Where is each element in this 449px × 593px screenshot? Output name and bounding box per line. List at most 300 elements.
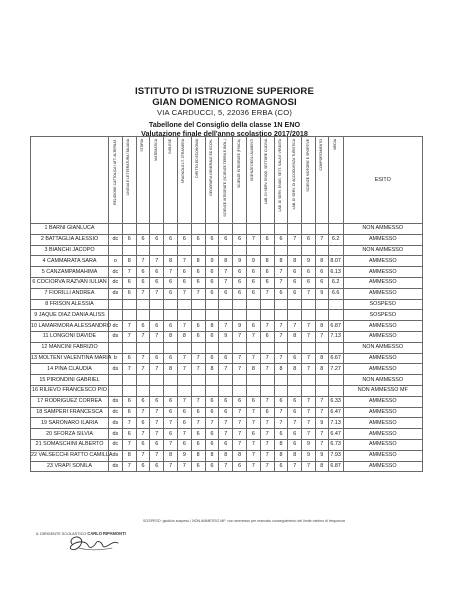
grade-cell [260,342,274,353]
grade-cell: ds [109,288,123,299]
grade-cell: 6 [219,439,233,450]
outcome-cell: NON AMMESSO MF [343,385,422,396]
grade-cell: 6 [191,439,205,450]
grade-cell [315,342,328,353]
grade-cell: 6 [136,321,150,332]
grade-cell: 6 [219,407,233,418]
grade-cell [302,224,316,235]
grade-cell: 8 [219,256,233,267]
subject-label: SCIENZE INTEGRATE (SCIENZE TERRA E BIOL.) [222,139,227,217]
grade-cell: 6 [136,396,150,407]
header-subject [122,137,136,224]
average-cell: 6.87 [328,321,343,332]
grade-cell: 7 [191,364,205,375]
grade-cell: 8 [177,331,191,342]
grade-cell [233,385,247,396]
grade-cell: 7 [260,353,274,364]
student-cell [31,234,109,245]
grade-cell: 7 [260,439,274,450]
grade-cell: 6 [205,277,219,288]
grade-cell: 7 [233,407,247,418]
grade-cell: 7 [246,439,260,450]
subject-label: LINGUA E LETTERATURA ITALIANA [126,139,131,196]
student-name: FIORILLI ANDREA [48,290,95,297]
grade-cell [191,342,205,353]
grade-cell: 8 [315,461,328,472]
outcome-cell: SOSPESO [343,310,422,321]
grade-cell: 8 [205,321,219,332]
grade-cell [109,342,123,353]
grade-cell: 9 [302,256,316,267]
grade-cell: 7 [136,288,150,299]
student-number: 22 [31,452,37,459]
grade-cell [191,245,205,256]
grade-cell [246,375,260,386]
grade-cell: 6 [191,331,205,342]
grade-cell [191,310,205,321]
grade-cell [122,310,136,321]
grade-cell [274,310,288,321]
table-row [31,277,423,288]
table-row [31,418,423,429]
outcome-cell: AMMESSO [343,277,422,288]
grade-cell: 9 [233,321,247,332]
grade-cell: ds [109,396,123,407]
outcome-cell: AMMESSO [343,234,422,245]
grade-cell [315,245,328,256]
grade-cell: 7 [177,429,191,440]
table-row [31,429,423,440]
grade-cell: 6 [260,234,274,245]
grade-cell: 6 [219,353,233,364]
grade-cell [205,224,219,235]
average-cell [328,299,343,310]
student-number: 4 [42,257,46,264]
grade-cell: ds [109,331,123,342]
grade-cell: 7 [164,267,178,278]
student-number: 2 [40,236,44,243]
grade-cell: 7 [136,450,150,461]
grade-cell [205,245,219,256]
grade-cell: 7 [177,353,191,364]
grade-cell: 7 [260,396,274,407]
grade-cell: 8 [288,364,302,375]
grade-cell: 6 [136,418,150,429]
grade-cell [302,299,316,310]
grade-cell: 6 [288,353,302,364]
grade-cell: 7 [136,353,150,364]
grade-cell: 7 [260,321,274,332]
average-cell: 6.73 [328,439,343,450]
grade-cell: 7 [302,331,316,342]
grade-cell [191,375,205,386]
average-cell: 7.93 [328,450,343,461]
student-name: CAMMARATA SARA [46,257,97,264]
grade-cell: dc [109,234,123,245]
grade-cell: 7 [315,429,328,440]
grade-cell: 7 [246,353,260,364]
grade-cell: 6 [150,396,164,407]
subject-label: LAB. DI SERV. ENOG. SETT. SALA E VENDITA [278,139,283,212]
grade-cell: 7 [177,461,191,472]
header-name-column [31,137,109,224]
grade-cell: 7 [191,288,205,299]
grade-cell: 6 [122,429,136,440]
grade-cell [150,342,164,353]
header-subject [246,137,260,224]
header-subject [164,137,178,224]
grade-cell: 6 [191,277,205,288]
student-number: 23 [47,462,54,469]
student-number: 18 [36,408,43,415]
outcome-cell: SOSPESO [343,299,422,310]
grade-cell [205,375,219,386]
document-header [0,86,449,138]
student-cell [31,461,109,472]
grade-cell [109,299,123,310]
grade-cell: 6 [246,396,260,407]
outcome-cell: AMMESSO [343,461,422,472]
sign-label: IL DIRIGENTE SCOLASTICO [36,532,87,536]
grade-cell [302,375,316,386]
subject-label: SCIENZE INTEGRATE (FISICA) [236,139,241,188]
table-row [31,288,423,299]
grade-cell [191,385,205,396]
grade-cell [109,310,123,321]
table-row [31,256,423,267]
grade-cell: 7 [205,418,219,429]
grade-cell: 6 [136,439,150,450]
student-number: 16 [32,387,39,394]
grade-cell: 7 [122,267,136,278]
grade-cell: 7 [122,439,136,450]
student-number: 5 [41,268,45,275]
grade-cell: 6 [177,234,191,245]
grade-cell: 6 [191,429,205,440]
grade-cell: 6 [150,439,164,450]
grade-cell: 7 [136,364,150,375]
grade-cell [233,299,247,310]
grade-cell: 7 [302,396,316,407]
grade-cell [205,385,219,396]
table-row [31,234,423,245]
evaluation-title: Valutazione finale dell'anno scolastico 2017/2018 [141,128,308,138]
grade-cell: dc [109,267,123,278]
grade-cell: 6 [246,321,260,332]
outcome-cell: AMMESSO [343,439,422,450]
grade-cell [150,224,164,235]
grade-cell [136,375,150,386]
grade-cell: 7 [122,461,136,472]
grade-cell [315,385,328,396]
subject-label: SPAGNOLO LT. STRANIERA [181,139,186,184]
grade-cell [288,385,302,396]
grade-cell: 9 [205,256,219,267]
grade-cell: 7 [302,461,316,472]
header-subject [177,137,191,224]
student-cell [31,407,109,418]
grade-cell: 7 [302,321,316,332]
grade-cell [288,342,302,353]
average-cell: 7.13 [328,331,343,342]
grade-cell: 8 [219,450,233,461]
student-name: MOLTENI VALENTINA MARIA [38,354,112,361]
grade-cell: 9 [233,256,247,267]
grade-cell: 9 [246,256,260,267]
grade-cell: 6 [191,321,205,332]
grade-cell [136,224,150,235]
student-cell [31,321,109,332]
grade-cell: 6 [205,267,219,278]
student-cell [31,364,109,375]
header-subject [328,137,343,224]
grade-cell: 6 [302,267,316,278]
table-row [31,310,423,321]
grade-cell: 8 [274,439,288,450]
grade-cell [177,310,191,321]
student-name: SARONARO ILARIA [48,419,98,426]
student-cell [31,418,109,429]
grade-cell [315,375,328,386]
grade-cell: b [109,353,123,364]
student-name: LAMARMORA ALESSANDRO [38,322,111,329]
grade-cell: ds [109,450,123,461]
grade-cell [302,342,316,353]
header-subject [205,137,219,224]
grade-cell: 7 [219,321,233,332]
outcome-cell: NON AMMESSO [343,245,422,256]
student-cell [31,310,109,321]
student-name: RODRIGUEZ CORREA [44,398,102,405]
grade-cell [164,310,178,321]
grade-cell [274,342,288,353]
institute-name: ISTITUTO DI ISTRUZIONE SUPERIORE [135,86,314,97]
average-cell: 7.13 [328,418,343,429]
grade-cell: 7 [219,429,233,440]
student-cell [31,277,109,288]
grade-cell: 6 [191,234,205,245]
grade-cell: 6 [288,267,302,278]
student-name: LONGONI DAVIDE [50,333,97,340]
grade-cell: 6 [164,321,178,332]
grade-cell: 7 [219,418,233,429]
grade-cell [219,224,233,235]
grade-cell [177,342,191,353]
student-name: PINA CLAUDIA [54,365,92,372]
student-cell [31,396,109,407]
grade-cell [288,310,302,321]
grade-cell: 6 [205,396,219,407]
grade-cell: 7 [177,364,191,375]
grade-cell: 6 [164,277,178,288]
grade-cell [288,224,302,235]
grade-cell: ds [109,429,123,440]
table-row [31,439,423,450]
grade-cell [274,299,288,310]
table-row [31,396,423,407]
student-cell [31,429,109,440]
grade-cell: 6 [164,234,178,245]
grade-cell: 7 [260,450,274,461]
grade-cell [219,299,233,310]
table-row [31,450,423,461]
student-number: 10 [31,322,37,329]
grade-cell: 6 [302,234,316,245]
grade-cell: 6 [150,267,164,278]
grade-cell [164,385,178,396]
grade-cell [191,299,205,310]
outcome-cell: AMMESSO [343,353,422,364]
grade-cell: 7 [315,234,328,245]
header-subject [136,137,150,224]
grade-cell: 6 [233,288,247,299]
grade-cell: 6 [205,429,219,440]
grade-cell: 7 [288,418,302,429]
grade-cell: 6 [164,407,178,418]
grade-cell: 7 [274,331,288,342]
grade-cell: 7 [315,331,328,342]
grade-cell [136,310,150,321]
student-cell [31,375,109,386]
grade-cell [274,245,288,256]
grade-cell [122,245,136,256]
grade-cell [246,310,260,321]
grade-cell: 6 [288,429,302,440]
grade-cell: 6 [233,396,247,407]
grade-cell: 7 [136,429,150,440]
grade-cell: 8 [164,450,178,461]
grade-cell [233,224,247,235]
grade-cell: 6 [260,277,274,288]
grade-cell: 6 [150,461,164,472]
grade-cell: 6 [274,461,288,472]
grade-cell: 8 [315,364,328,375]
grade-cell: 7 [122,418,136,429]
grade-cell: 8 [288,331,302,342]
student-name: SOMASCHINI ALBERTO [43,441,104,448]
grade-cell [164,342,178,353]
grade-cell [260,385,274,396]
grade-cell: 6 [177,407,191,418]
grade-cell: 6 [191,267,205,278]
average-cell: 6.47 [328,407,343,418]
student-name: SFORZA SILVIA [53,430,93,437]
grade-cell [150,245,164,256]
average-cell [328,245,343,256]
grade-cell: 7 [150,364,164,375]
grade-cell: 7 [122,364,136,375]
grade-cell: 6 [122,353,136,364]
grade-cell: 6 [260,267,274,278]
grade-cell: dc [109,407,123,418]
average-cell: 6.2 [328,277,343,288]
grade-cell: 6 [136,234,150,245]
grade-cell: ds [109,418,123,429]
student-number: 20 [46,430,53,437]
header-subject [288,137,302,224]
student-number: 9 [34,311,38,318]
grade-cell [260,299,274,310]
grade-cell: 6 [205,288,219,299]
grade-cell: 7 [219,277,233,288]
grade-cell: 6 [205,439,219,450]
average-cell: 6.13 [328,267,343,278]
grade-cell: 7 [302,418,316,429]
student-cell [31,245,109,256]
grade-cell: dc [109,277,123,288]
grade-cell: 6 [219,396,233,407]
average-cell: 6.67 [328,353,343,364]
grade-cell [233,375,247,386]
table-row [31,342,423,353]
grade-cell: 8 [274,364,288,375]
grade-cell: 6 [205,407,219,418]
student-number: 12 [41,344,48,351]
student-name: RILIEVO FRANCESCO PIO [39,387,107,394]
grade-cell [302,245,316,256]
outcome-cell: AMMESSO [343,364,422,375]
table-row [31,321,423,332]
board-title: Tabellone del Consiglio della classe 1N ENO [148,120,301,129]
grade-cell: 7 [150,407,164,418]
grade-cell: 6 [150,321,164,332]
grade-cell: 7 [233,364,247,375]
average-cell: 6.47 [328,429,343,440]
grade-cell [164,299,178,310]
grade-cell: 7 [136,256,150,267]
grade-cell: 8 [191,450,205,461]
average-cell: 8.07 [328,256,343,267]
grade-cell: 6 [164,429,178,440]
grade-cell: ds [109,364,123,375]
grade-cell [205,310,219,321]
grade-cell: 7 [122,321,136,332]
outcome-cell: AMMESSO [343,396,422,407]
grade-cell: 6 [191,407,205,418]
header-subject [260,137,274,224]
outcome-cell: AMMESSO [343,288,422,299]
subject-label: SCIENZE DEGLI ALIMENTI [250,139,255,182]
grade-cell: 6 [260,331,274,342]
subject-label: GEOGRAFIA GENERALE ED ECON. [209,139,214,196]
grade-cell: 7 [302,353,316,364]
grade-cell: 7 [246,407,260,418]
grade-cell [219,385,233,396]
grade-cell: ds [109,461,123,472]
header-subject [219,137,233,224]
grade-cell [233,310,247,321]
grade-cell: 6 [246,267,260,278]
grade-cell: 7 [191,353,205,364]
grade-cell: 8 [164,256,178,267]
average-cell [328,224,343,235]
grade-cell: 6 [274,429,288,440]
grade-cell [288,245,302,256]
table-row [31,407,423,418]
grade-cell [177,385,191,396]
grade-cell: 6 [177,418,191,429]
student-number: 21 [35,441,42,448]
grade-cell: 8 [315,353,328,364]
subject-label: DIRITTO ED ECONOMIA [195,139,200,178]
grade-cell: 6 [288,288,302,299]
grade-cell [109,245,123,256]
student-name: PIRONDINI GABRIEL [46,376,100,383]
grade-cell: 8 [288,450,302,461]
grade-cell: 8 [246,364,260,375]
grade-cell [274,224,288,235]
grade-cell: 6 [233,267,247,278]
